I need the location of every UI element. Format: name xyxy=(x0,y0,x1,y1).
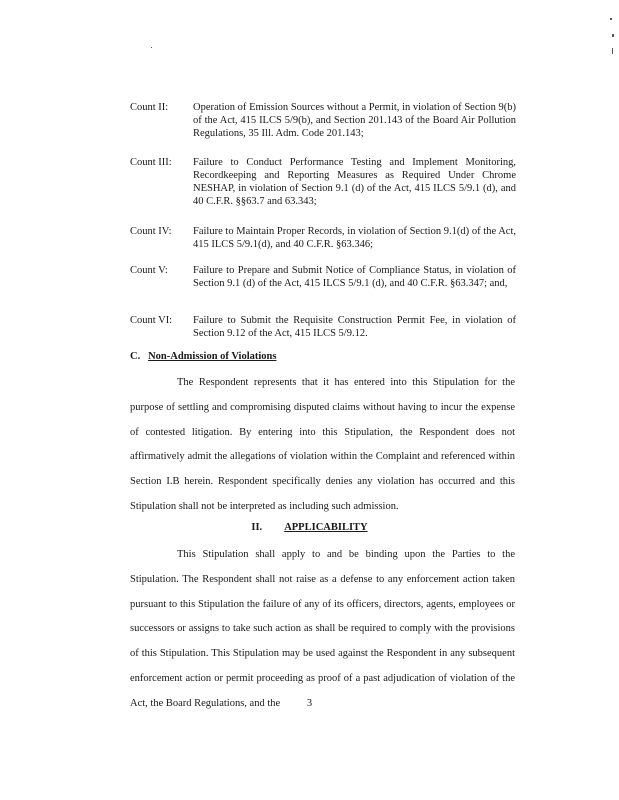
scan-speck xyxy=(151,47,152,48)
section-ii-heading xyxy=(0,521,619,534)
section-c-heading xyxy=(130,350,276,363)
scan-speck xyxy=(612,48,613,54)
section-c-title: Non-Admission of Violations xyxy=(148,351,277,362)
section-ii-paragraph: This Stipulation shall apply to and be binding upon the Parties to the Stipulation. The Respondent shall not raise as a defense to any enforcement action taken pursuant to this Stipulation the failure of any of its officers, directors, agents, employees or successors or assigns to take such action as shall be required to comply with the provisions of this Stipulation. This Stipulation may be used against the Respondent in any subsequent enforcement action or permit proceeding as proof of a past adjudication of violation of the Act, the Board Regulations, and the xyxy=(130,549,515,709)
count-label: Count IV: xyxy=(130,226,172,237)
count-label: Count III: xyxy=(130,157,172,168)
count-label: Count II: xyxy=(130,102,169,113)
count-label: Count V: xyxy=(130,265,168,276)
count-text: Failure to Maintain Proper Records, in violation of Section 9.1(d) of the Act, 415 ILCS 5/9.1(d), and 40 C.F.R. §63.346; xyxy=(193,226,516,250)
count-text: Failure to Submit the Requisite Construction Permit Fee, in violation of Section 9.12 of the Act, 415 ILCS 5/9.12. xyxy=(193,315,516,339)
section-c-letter: C. xyxy=(130,351,141,362)
scan-speck xyxy=(610,18,612,20)
section-ii-title: APPLICABILITY xyxy=(284,522,368,533)
count-text: Failure to Prepare and Submit Notice of Compliance Status, in violation of Section 9.1 (d) of the Act, 415 ILCS 5/9.1 (d), and 40 C.F.R. §63.347; and, xyxy=(193,265,516,289)
section-c-paragraph: The Respondent represents that it has entered into this Stipulation for the purpose of settling and compromising disputed claims without having to incur the expense of contested litigation. By entering into this Stipulation, the Respondent does not affirmatively admit the allegations of violation within the Complaint and referenced within Section I.B herein. Respondent specifically denies any violation has occurred and this Stipulation shall not be interpreted as including such admission. xyxy=(130,377,515,512)
count-label: Count VI: xyxy=(130,315,173,326)
page-number: 3 xyxy=(306,698,313,709)
section-ii-number: II. xyxy=(251,522,263,533)
count-text: Operation of Emission Sources without a Permit, in violation of Section 9(b) of the Act, 415 ILCS 5/9(b), and Section 201.143 of the Board Air Pollution Regulations, 35 Ill. Adm. Code 201.143; xyxy=(193,102,516,139)
scan-speck xyxy=(612,34,614,37)
count-text: Failure to Conduct Performance Testing and Implement Monitoring, Recordkeeping and Reporting Measures as Required Under Chrome NESHAP, in violation of Section 9.1 (d) of the Act, 415 ILCS 5/9.1 (d), and 40 C.F.R. §§63.7 and 63.343; xyxy=(193,157,516,207)
